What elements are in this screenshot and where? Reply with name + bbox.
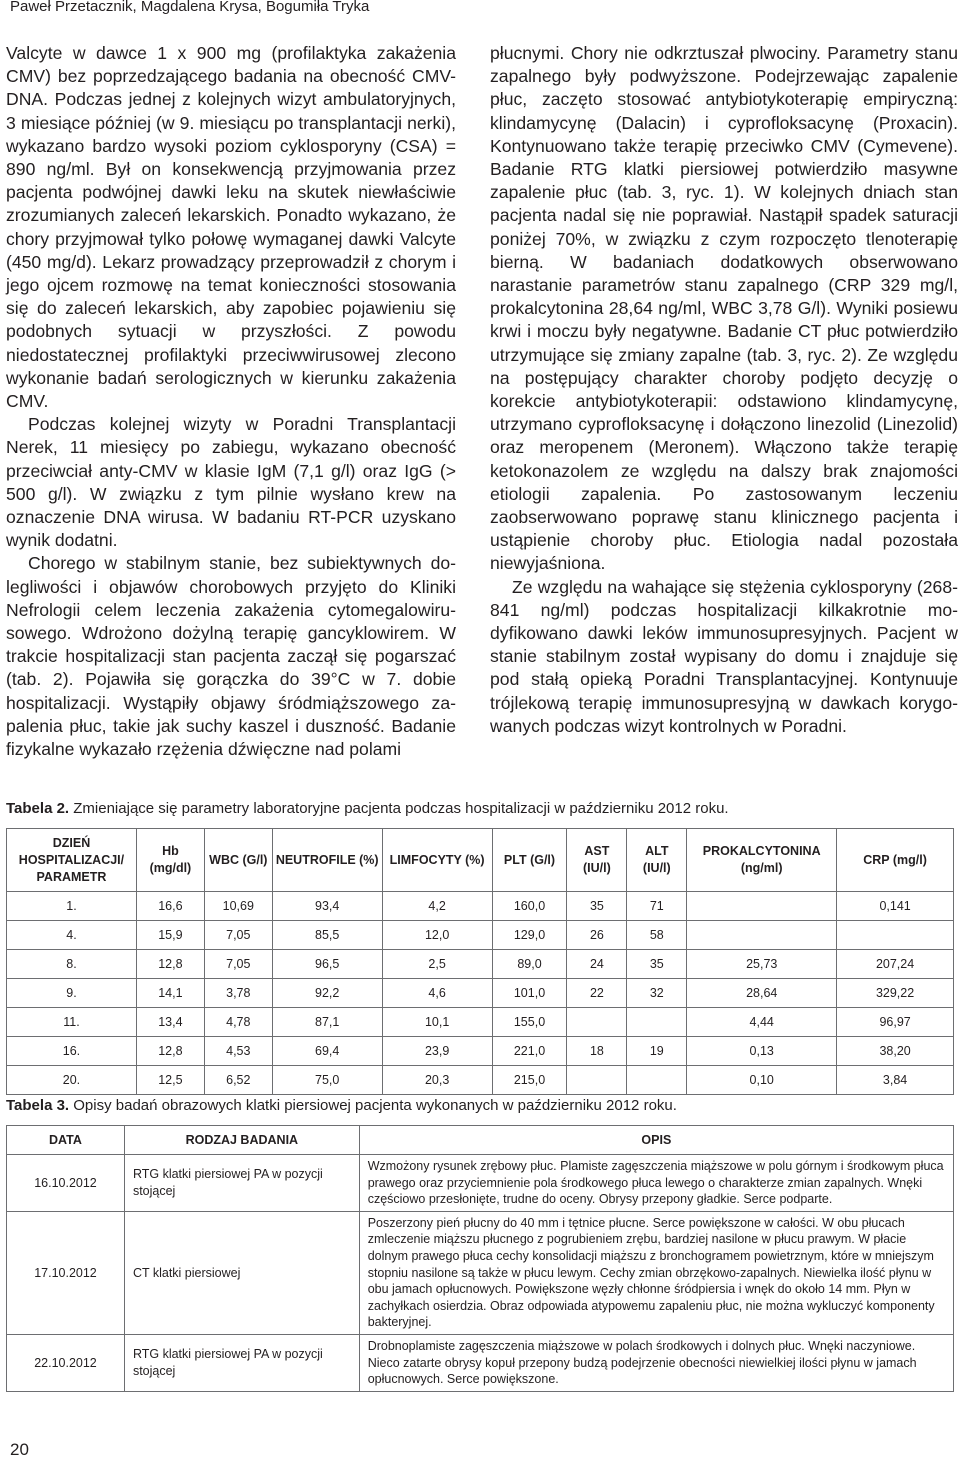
table-cell: 14,1 xyxy=(136,979,204,1008)
table-cell: 17.10.2012 xyxy=(7,1211,125,1334)
table-header-cell: DATA xyxy=(7,1126,125,1155)
table-cell: 32 xyxy=(627,979,687,1008)
right-text-column xyxy=(490,42,958,738)
table-cell: 0,13 xyxy=(687,1037,837,1066)
table-cell: Wzmożony rysunek zrębowy płuc. Plamiste zagęszczenia miąższowe w polu górnym i środkowym płuca prawego oraz przyciemnienie pola środkowego płuca lewego o charakterze zmian zapalnych. Wnęki częściowo przesłonięte, trudne do oceny. Obrysy przepony gładkie. Serce podparte. xyxy=(359,1155,953,1212)
table2-caption-text: Zmieniające się parametry laboratoryjne pacjenta podczas hospitalizacji w październiku 2012 roku. xyxy=(69,800,729,817)
paragraph: Chorego w stabilnym stanie, bez subiektywnych dolegliwości i objawów chorobowych przyjęto do Kliniki Nefrologii celem leczenia zakażenia cytomegalowirusowego. Wdrożono dożylną terapię gancyklowirem. W trakcie hospitalizacji stan pacjenta zaczął się pogarszać (tab. 2). Pojawiła się gorączka do 39°C w 7. dobie hospitalizacji. Wystąpiły objawy śródmiąższowego zapalenia płuc, takie jak suchy kaszel i duszność. Badanie fizykalne wykazało rzężenia dźwięczne nad polami xyxy=(6,553,456,760)
table-cell: 3,84 xyxy=(837,1066,954,1095)
table-header-cell: LIMFOCYTY (%) xyxy=(382,829,492,892)
table-cell: 75,0 xyxy=(272,1066,382,1095)
table-cell: 101,0 xyxy=(492,979,567,1008)
table-cell: 10,1 xyxy=(382,1008,492,1037)
table3-caption-label: Tabela 3. xyxy=(6,1097,70,1114)
table-cell: 35 xyxy=(627,950,687,979)
table-cell: 8. xyxy=(7,950,137,979)
table-cell: 89,0 xyxy=(492,950,567,979)
table-cell: 4,53 xyxy=(204,1037,272,1066)
table-cell xyxy=(687,892,837,921)
table-cell: 58 xyxy=(627,921,687,950)
table2-caption-label: Tabela 2. xyxy=(6,800,70,817)
table-cell: 13,4 xyxy=(136,1008,204,1037)
imaging-table xyxy=(6,1125,954,1392)
table-cell: 96,5 xyxy=(272,950,382,979)
table-header-cell: PLT (G/l) xyxy=(492,829,567,892)
table-cell: 12,8 xyxy=(136,1037,204,1066)
table-cell: 24 xyxy=(567,950,627,979)
table-cell: Drobnoplamiste zagęszczenia miąższowe w polach środkowych i dolnych płuc. Wnęki naczyniowe. Nieco zatarte obrysy kopuł przepony budzą podejrzenie obecności niewielkiej ilości płynu w jamach opłucnowych. Serce powiększone. xyxy=(359,1334,953,1391)
table-cell: 23,9 xyxy=(382,1037,492,1066)
table-cell: 93,4 xyxy=(272,892,382,921)
table-cell: Poszerzony pień płucny do 40 mm i tętnice płucne. Serce powiększone w całości. W obu płucach zmleczenie miąższu płucnego z pogrubieniem zrębu, bardziej nasilone w płucu prawym. W płacie dolnym prawego płuca cechy konsolidacji miąższu z bronchogramem powietrznym, które w mniejszym stopniu nasilone są także w płucu lewym. Cechy zmian obrzękowo-zapalnych. Niewielka ilość płynu w obu jamach opłucnowych. Powiększone węzły chłonne śródpiersia i wnęk do około 14 mm. Płyn w zachyłkach osierdzia. Obraz odpowiada atypowemu zapaleniu płuc, nie można wykluczyć komponenty bakteryjnej. xyxy=(359,1211,953,1334)
table-cell: 215,0 xyxy=(492,1066,567,1095)
table-header-row xyxy=(7,829,954,892)
table-row xyxy=(7,1155,954,1212)
table3-caption-text: Opisy badań obrazowych klatki piersiowej pacjenta wykonanych w październiku 2012 roku. xyxy=(69,1097,677,1114)
table-cell: 71 xyxy=(627,892,687,921)
table-cell: 12,8 xyxy=(136,950,204,979)
table-cell: 85,5 xyxy=(272,921,382,950)
table-cell: 22 xyxy=(567,979,627,1008)
table-cell: 10,69 xyxy=(204,892,272,921)
table-header-cell: AST (IU/l) xyxy=(567,829,627,892)
table-cell: 87,1 xyxy=(272,1008,382,1037)
table-cell: 18 xyxy=(567,1037,627,1066)
table-cell xyxy=(687,921,837,950)
table-cell: 92,2 xyxy=(272,979,382,1008)
table-cell: 16.10.2012 xyxy=(7,1155,125,1212)
left-text-column xyxy=(6,42,456,761)
table-row xyxy=(7,1334,954,1391)
table-cell: RTG klatki piersiowej PA w pozycji stojącej xyxy=(124,1155,359,1212)
table-cell: 4,6 xyxy=(382,979,492,1008)
table-cell: 20. xyxy=(7,1066,137,1095)
table-cell xyxy=(567,1008,627,1037)
table-cell: 3,78 xyxy=(204,979,272,1008)
table-cell: 11. xyxy=(7,1008,137,1037)
table-cell: 221,0 xyxy=(492,1037,567,1066)
table-header-cell: RODZAJ BADANIA xyxy=(124,1126,359,1155)
table-cell xyxy=(627,1008,687,1037)
lab-parameters-table xyxy=(6,828,954,1095)
table-cell: 160,0 xyxy=(492,892,567,921)
page-number: 20 xyxy=(10,1440,29,1459)
table-cell: 7,05 xyxy=(204,921,272,950)
table-cell xyxy=(567,1066,627,1095)
table-cell: 4. xyxy=(7,921,137,950)
table-cell: 38,20 xyxy=(837,1037,954,1066)
table-header-cell: WBC (G/l) xyxy=(204,829,272,892)
table-cell xyxy=(837,921,954,950)
table-cell: 28,64 xyxy=(687,979,837,1008)
table-cell: 329,22 xyxy=(837,979,954,1008)
paragraph: płucnymi. Chory nie odkrztuszał plwociny. Parametry stanu zapalnego były podwyższone. Podejrzewając zapalenie płuc, zaczęto stosować antybiotykoterapię empiryczną: klindamycynę (Dalacin) i cyprofloksacynę (Proxacin). Kontynuowano także terapię przeciwko CMV (Cymevene). Badanie RTG klatki piersiowej potwierdziło masywne zapalenie płuc (tab. 3, ryc. 1). W kolejnych dniach stan pacjenta nadal się nie poprawiał. Nastąpił spadek saturacji poniżej 70%, w związku z czym rozpoczęto tlenoterapię bierną. W badaniach dodatkowych obserwowano narastanie parametrów stanu zapalnego (CRP 329 mg/l, prokalcytonina 28,64 ng/ml, WBC 3,78 G/l). Wyniki posiewu krwi i moczu były negatywne. Badanie CT płuc potwierdziło utrzymujące się zmiany zapalne (tab. 3, ryc. 2). Ze względu na postępujący charakter choroby podjęto decyzję o korekcie antybiotykoterapii: odstawiono klindamycynę, utrzymano cyprofloksacynę i dołączono linezolid (Linezolid) oraz meropenem (Meronem). Włączono także terapię ketokonazolem ze względu na dalszy brak znajomości etiologii zapalenia. Po zastosowanym leczeniu zaobserwowano poprawę stanu klinicznego pacjenta i ustąpienie choroby płuc. Etiologia nadal pozostała niewyjaśniona. xyxy=(490,43,958,574)
table-row xyxy=(7,979,954,1008)
table-cell: 16,6 xyxy=(136,892,204,921)
table-cell: 35 xyxy=(567,892,627,921)
table-cell: 15,9 xyxy=(136,921,204,950)
table-header-cell: Hb (mg/dl) xyxy=(136,829,204,892)
table-cell: RTG klatki piersiowej PA w pozycji stojącej xyxy=(124,1334,359,1391)
table-row xyxy=(7,950,954,979)
paragraph: Ze względu na wahające się stężenia cyklosporyny (268-841 ng/ml) podczas hospitalizacji kilkakrotnie modyfikowano dawki leków immunosupresyjnych. Pacjent w stanie stabilnym został wypisany do domu i znajduje się pod stałą opieką Poradni Transplantacyjnej. Kontynuuje trójlekową terapię immunosupresyjną w dawkach korygowanych podczas wizyt kontrolnych w Poradni. xyxy=(490,576,958,736)
table-row xyxy=(7,1008,954,1037)
table-cell: 9. xyxy=(7,979,137,1008)
table-cell: 1. xyxy=(7,892,137,921)
table-cell: 129,0 xyxy=(492,921,567,950)
table-cell: 4,44 xyxy=(687,1008,837,1037)
table-cell: 69,4 xyxy=(272,1037,382,1066)
table-header-cell: OPIS xyxy=(359,1126,953,1155)
table-header-cell: CRP (mg/l) xyxy=(837,829,954,892)
table-cell: 4,78 xyxy=(204,1008,272,1037)
paragraph: Podczas kolejnej wizyty w Poradni Transplantacji Nerek, 11 miesięcy po zabiegu, wykazano obecność przeciwciał anty-CMV w klasie IgM (7,1 g/l) oraz IgG (> 500 g/l). W związku z tym pilnie wysłano krew na oznaczenie DNA wirusa. W badaniu RT-PCR uzyskano wynik dodatni. xyxy=(6,414,456,551)
table-cell: 96,97 xyxy=(837,1008,954,1037)
table3-caption xyxy=(6,1097,677,1114)
table-cell: 12,0 xyxy=(382,921,492,950)
table-cell: 4,2 xyxy=(382,892,492,921)
table-cell: 26 xyxy=(567,921,627,950)
table-cell: 0,141 xyxy=(837,892,954,921)
table-row xyxy=(7,1037,954,1066)
table-cell: 207,24 xyxy=(837,950,954,979)
table-header-row xyxy=(7,1126,954,1155)
table-cell: 16. xyxy=(7,1037,137,1066)
table-cell: 20,3 xyxy=(382,1066,492,1095)
table-header-cell: ALT (IU/l) xyxy=(627,829,687,892)
table-cell xyxy=(627,1066,687,1095)
table-row xyxy=(7,921,954,950)
table-row xyxy=(7,892,954,921)
table-header-cell: DZIEŃ HOSPITALIZACJI/ PARAMETR xyxy=(7,829,137,892)
table-cell: 7,05 xyxy=(204,950,272,979)
table2-caption xyxy=(6,800,729,817)
table-row xyxy=(7,1066,954,1095)
table-header-cell: NEUTROFILE (%) xyxy=(272,829,382,892)
table-cell: 6,52 xyxy=(204,1066,272,1095)
table-cell: 12,5 xyxy=(136,1066,204,1095)
table-cell: 155,0 xyxy=(492,1008,567,1037)
table-cell: 22.10.2012 xyxy=(7,1334,125,1391)
paragraph: Valcyte w dawce 1 x 900 mg (profilaktyka zakażenia CMV) bez poprzedzającego badania na obecność CMV-DNA. Podczas jednej z kolejnych wizyt ambulatoryjnych, 3 miesiące później (w 9. miesiącu po transplantacji nerki), wykazano bardzo wysoki poziom cyklosporyny (CSA) = 890 ng/ml. Był on konsekwencją przyjmowania przez pacjenta podwójnej dawki leku na skutek niewłaściwie zrozumianych zaleceń lekarskich. Ponadto wykazano, że chory przyjmował tylko połowę wymaganej dawki Valcyte (450 mg/d). Lekarz prowadzący przeprowadził z chorym i jego ojcem rozmowę na temat konieczności stosowania się do zaleceń lekarskich, aby zapobiec pojawieniu się podobnych sytuacji w przyszłości. Z powodu niedostatecznej profilaktyki przeciwwirusowej zlecono wykonanie badań serologicznych w kierunku zakażenia CMV. xyxy=(6,43,456,412)
table-cell: 19 xyxy=(627,1037,687,1066)
running-header: Paweł Przetacznik, Magdalena Krysa, Bogumiła Tryka xyxy=(10,0,370,15)
table-cell: 0,10 xyxy=(687,1066,837,1095)
table-header-cell: PROKALCYTONINA (ng/ml) xyxy=(687,829,837,892)
table-cell: CT klatki piersiowej xyxy=(124,1211,359,1334)
table-cell: 25,73 xyxy=(687,950,837,979)
table-row xyxy=(7,1211,954,1334)
table-cell: 2,5 xyxy=(382,950,492,979)
